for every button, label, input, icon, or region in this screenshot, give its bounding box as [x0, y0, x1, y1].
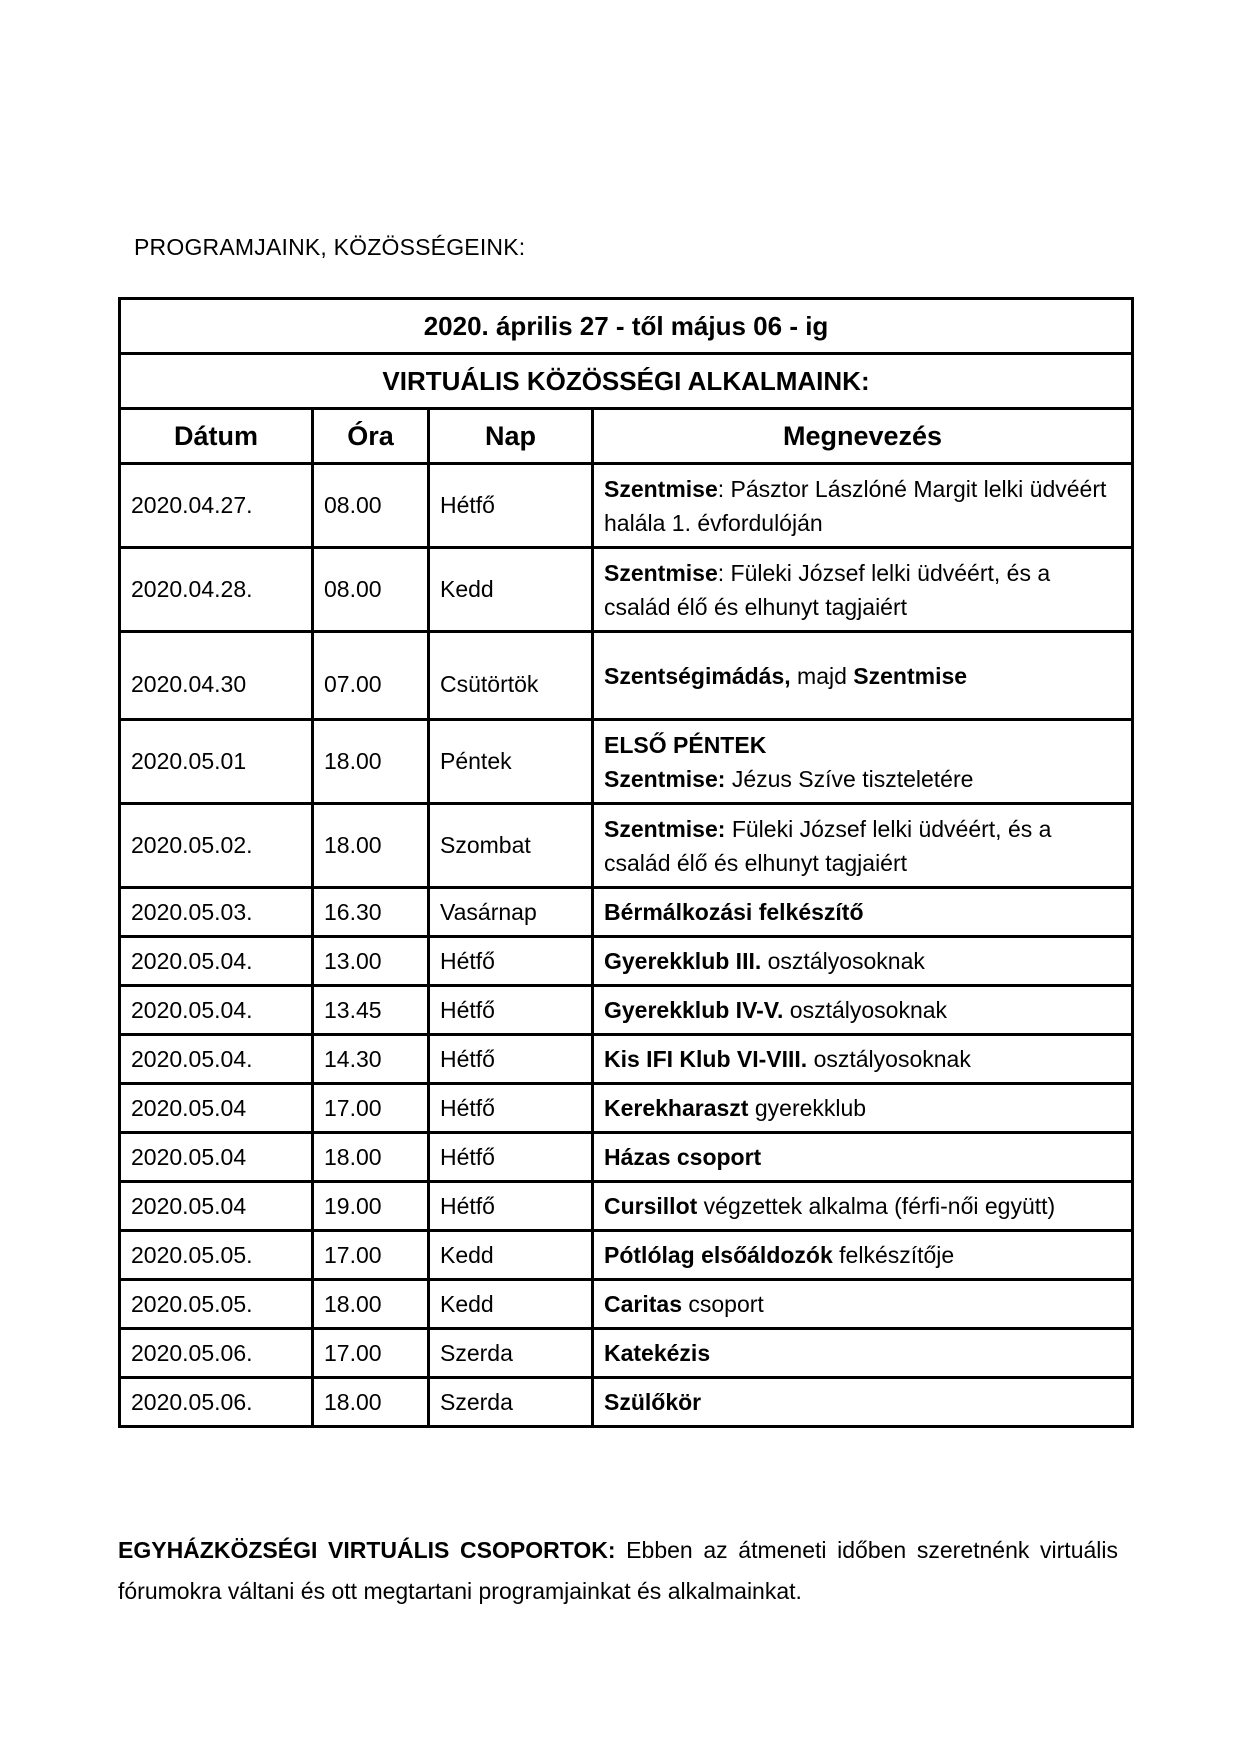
event-cell: [593, 1182, 1133, 1231]
date-cell: 2020.04.27.: [120, 464, 313, 548]
table-row: [120, 720, 1133, 804]
column-header-time: Óra: [313, 409, 429, 464]
time-cell: 18.00: [313, 804, 429, 888]
day-cell: Szombat: [429, 804, 593, 888]
event-detail: csoport: [681, 1291, 764, 1317]
event-title: Gyerekklub IV-V.: [604, 997, 784, 1023]
time-cell: 17.00: [313, 1231, 429, 1280]
event-cell: [593, 1231, 1133, 1280]
time-cell: 14.30: [313, 1035, 429, 1084]
event-cell: [593, 632, 1133, 720]
time-cell: 18.00: [313, 720, 429, 804]
event-title: Szülőkör: [604, 1389, 702, 1415]
day-cell: Hétfő: [429, 1084, 593, 1133]
footer-heading: EGYHÁZKÖZSÉGI VIRTUÁLIS CSOPORTOK:: [118, 1537, 616, 1563]
table-subtitle: VIRTUÁLIS KÖZÖSSÉGI ALKALMAINK:: [120, 354, 1133, 409]
event-detail: majd: [790, 662, 854, 689]
footer-paragraph: [118, 1530, 1118, 1612]
event-cell: [593, 1378, 1133, 1427]
table-row: [120, 1231, 1133, 1280]
event-detail: : Füleki József lelki üdvéért, és a család élő és elhunyt tagjaiért: [604, 559, 1051, 620]
date-cell: 2020.05.04.: [120, 937, 313, 986]
event-title: Pótlólag elsőáldozók: [604, 1242, 833, 1268]
day-cell: Hétfő: [429, 1035, 593, 1084]
event-cell: [593, 1280, 1133, 1329]
event-cell: [593, 804, 1133, 888]
table-row: [120, 937, 1133, 986]
time-cell: 18.00: [313, 1280, 429, 1329]
day-cell: Péntek: [429, 720, 593, 804]
date-cell: 2020.05.05.: [120, 1231, 313, 1280]
event-title: Szentmise: [604, 559, 718, 586]
event-cell: [593, 986, 1133, 1035]
table-row: [120, 632, 1133, 720]
date-cell: 2020.05.04.: [120, 1035, 313, 1084]
day-cell: Hétfő: [429, 464, 593, 548]
event-cell: [593, 464, 1133, 548]
day-cell: Kedd: [429, 1231, 593, 1280]
event-detail: Jézus Szíve tiszteletére: [725, 765, 974, 792]
event-cell: [593, 1084, 1133, 1133]
event-title: Házas csoport: [604, 1144, 762, 1170]
page-heading: PROGRAMJAINK, KÖZÖSSÉGEINK:: [134, 234, 526, 260]
day-cell: Csütörtök: [429, 632, 593, 720]
event-title: Szentmise: [604, 475, 718, 502]
column-header-date: Dátum: [120, 409, 313, 464]
event-title: Gyerekklub III.: [604, 948, 762, 974]
event-title: Kis IFI Klub VI-VIII.: [604, 1046, 808, 1072]
subtitle-row: [120, 354, 1133, 409]
event-title-secondary: Szentmise: [853, 662, 968, 689]
time-cell: 18.00: [313, 1378, 429, 1427]
date-cell: 2020.05.02.: [120, 804, 313, 888]
day-cell: Hétfő: [429, 937, 593, 986]
event-cell: [593, 720, 1133, 804]
day-cell: Hétfő: [429, 1133, 593, 1182]
table-row: [120, 1329, 1133, 1378]
event-detail: végzettek alkalma (férfi-női együtt): [697, 1193, 1056, 1219]
table-row: [120, 888, 1133, 937]
event-heading: ELSŐ PÉNTEK: [604, 731, 767, 758]
event-title: Szentmise:: [604, 765, 726, 792]
event-cell: [593, 1035, 1133, 1084]
event-cell: [593, 1329, 1133, 1378]
date-cell: 2020.05.04: [120, 1182, 313, 1231]
time-cell: 07.00: [313, 632, 429, 720]
event-title: Kerekharaszt: [604, 1095, 749, 1121]
table-row: [120, 804, 1133, 888]
table-row: [120, 1378, 1133, 1427]
table-row: [120, 1182, 1133, 1231]
table-row: [120, 464, 1133, 548]
event-title: Caritas: [604, 1291, 682, 1317]
event-detail: gyerekklub: [748, 1095, 867, 1121]
date-cell: 2020.05.06.: [120, 1329, 313, 1378]
day-cell: Szerda: [429, 1329, 593, 1378]
day-cell: Vasárnap: [429, 888, 593, 937]
schedule-table: [118, 297, 1134, 1428]
table-row: [120, 1133, 1133, 1182]
date-range-title: 2020. április 27 - től május 06 - ig: [120, 299, 1133, 354]
event-detail: felkészítője: [832, 1242, 955, 1268]
time-cell: 19.00: [313, 1182, 429, 1231]
table-row: [120, 1084, 1133, 1133]
event-detail: osztályosoknak: [783, 997, 948, 1023]
column-header-name: Megnevezés: [593, 409, 1133, 464]
time-cell: 08.00: [313, 464, 429, 548]
event-detail: osztályosoknak: [761, 948, 925, 974]
date-cell: 2020.05.05.: [120, 1280, 313, 1329]
table-row: [120, 986, 1133, 1035]
time-cell: 13.00: [313, 937, 429, 986]
time-cell: 17.00: [313, 1084, 429, 1133]
date-cell: 2020.05.04: [120, 1133, 313, 1182]
time-cell: 08.00: [313, 548, 429, 632]
event-cell: [593, 1133, 1133, 1182]
event-cell: [593, 937, 1133, 986]
event-title: Szentségimádás,: [604, 662, 791, 689]
event-detail: Füleki József lelki üdvéért, és a család élő és elhunyt tagjaiért: [604, 815, 1052, 876]
table-row: [120, 548, 1133, 632]
date-cell: 2020.05.04.: [120, 986, 313, 1035]
date-cell: 2020.04.30: [120, 632, 313, 720]
date-cell: 2020.05.04: [120, 1084, 313, 1133]
date-range-row: [120, 299, 1133, 354]
day-cell: Hétfő: [429, 986, 593, 1035]
column-header-day: Nap: [429, 409, 593, 464]
time-cell: 16.30: [313, 888, 429, 937]
time-cell: 18.00: [313, 1133, 429, 1182]
table-row: [120, 1280, 1133, 1329]
time-cell: 13.45: [313, 986, 429, 1035]
day-cell: Hétfő: [429, 1182, 593, 1231]
day-cell: Szerda: [429, 1378, 593, 1427]
event-detail: : Pásztor Lászlóné Margit lelki üdvéért halála 1. évfordulóján: [604, 475, 1107, 536]
event-cell: [593, 548, 1133, 632]
column-header-row: [120, 409, 1133, 464]
date-cell: 2020.05.06.: [120, 1378, 313, 1427]
date-cell: 2020.04.28.: [120, 548, 313, 632]
day-cell: Kedd: [429, 548, 593, 632]
event-title: Szentmise:: [604, 815, 726, 842]
event-title: Cursillot: [604, 1193, 698, 1219]
day-cell: Kedd: [429, 1280, 593, 1329]
date-cell: 2020.05.03.: [120, 888, 313, 937]
event-cell: [593, 888, 1133, 937]
event-detail: osztályosoknak: [807, 1046, 971, 1072]
footer-text: Ebben az átmeneti időben szeretnénk virtuális fórumokra váltani és ott megtartani programjainkat és alkalmainkat.: [118, 1537, 1119, 1604]
time-cell: 17.00: [313, 1329, 429, 1378]
event-title: Katekézis: [604, 1340, 711, 1366]
table-row: [120, 1035, 1133, 1084]
date-cell: 2020.05.01: [120, 720, 313, 804]
event-title: Bérmálkozási felkészítő: [604, 899, 864, 925]
